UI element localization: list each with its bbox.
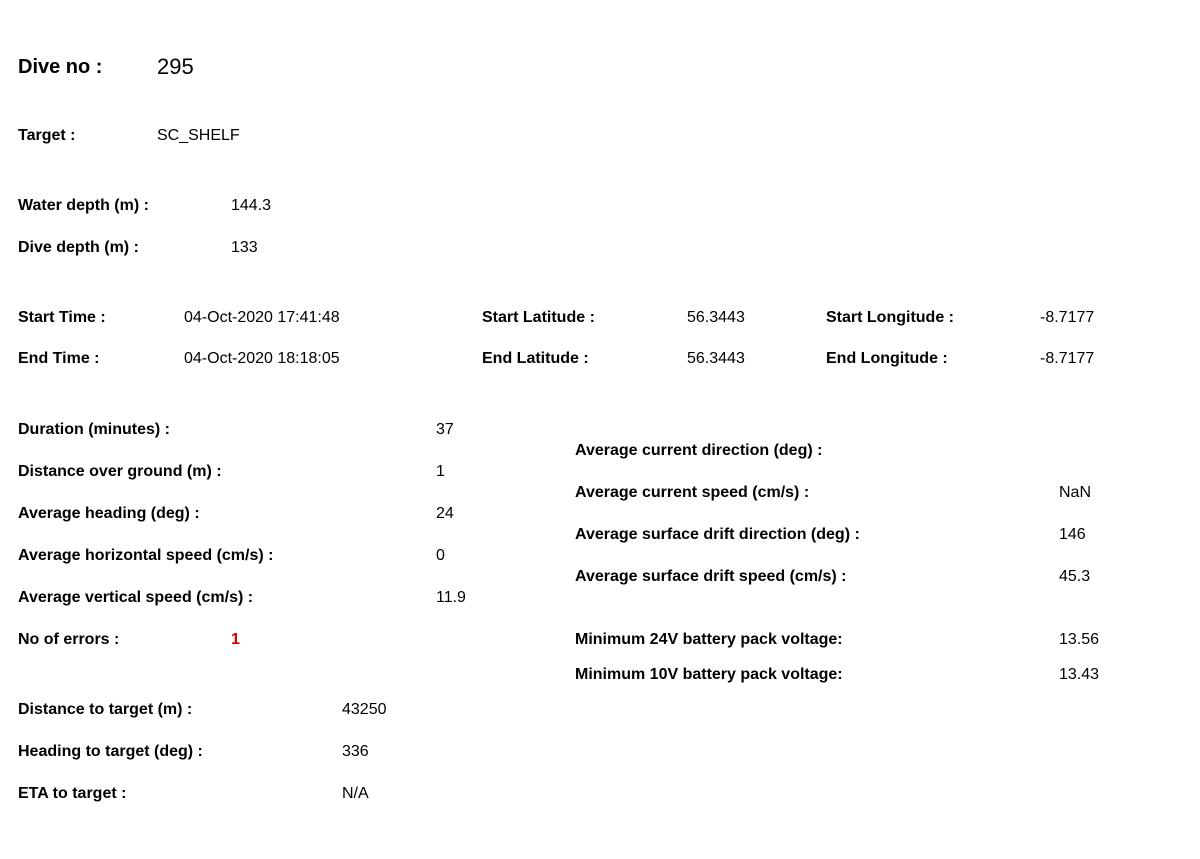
duration-label: Duration (minutes) :	[18, 421, 170, 438]
distance-over-ground-label: Distance over ground (m) :	[18, 463, 222, 480]
errors-label: No of errors :	[18, 631, 120, 648]
water-depth-label: Water depth (m) :	[18, 197, 149, 214]
min-10v-battery-label: Minimum 10V battery pack voltage:	[575, 666, 843, 683]
min-24v-battery-value: 13.56	[1059, 631, 1100, 648]
end-time-value: 04-Oct-2020 18:18:05	[184, 350, 340, 367]
end-latitude-value: 56.3443	[687, 350, 745, 367]
duration-value: 37	[436, 421, 454, 438]
distance-to-target-value: 43250	[342, 701, 387, 718]
heading-to-target-value: 336	[342, 743, 369, 760]
heading-to-target-label: Heading to target (deg) :	[18, 743, 203, 760]
start-latitude-label: Start Latitude :	[482, 309, 595, 326]
min-24v-battery-label: Minimum 24V battery pack voltage:	[575, 631, 843, 648]
start-latitude-value: 56.3443	[687, 309, 745, 326]
start-time-label: Start Time :	[18, 309, 106, 326]
end-latitude-label: End Latitude :	[482, 350, 589, 367]
dive-number-value: 295	[157, 54, 194, 79]
start-longitude-label: Start Longitude :	[826, 309, 954, 326]
average-vertical-speed-label: Average vertical speed (cm/s) :	[18, 589, 254, 606]
distance-over-ground-value: 1	[436, 463, 445, 480]
target-label: Target :	[18, 127, 76, 144]
target-value: SC_SHELF	[157, 127, 240, 144]
min-10v-battery-value: 13.43	[1059, 666, 1100, 683]
end-time-label: End Time :	[18, 350, 100, 367]
average-current-speed-label: Average current speed (cm/s) :	[575, 484, 810, 501]
average-current-direction-label: Average current direction (deg) :	[575, 442, 823, 459]
start-longitude-value: -8.7177	[1040, 309, 1095, 326]
dive-depth-label: Dive depth (m) :	[18, 239, 139, 256]
errors-count: 1	[231, 631, 240, 648]
average-horizontal-speed-label: Average horizontal speed (cm/s) :	[18, 547, 274, 564]
average-horizontal-speed-value: 0	[436, 547, 445, 564]
end-longitude-value: -8.7177	[1040, 350, 1095, 367]
dive-depth-value: 133	[231, 239, 258, 256]
average-vertical-speed-value: 11.9	[436, 589, 466, 606]
eta-to-target-value: N/A	[342, 785, 369, 802]
start-time-value: 04-Oct-2020 17:41:48	[184, 309, 340, 326]
average-surface-drift-speed-label: Average surface drift speed (cm/s) :	[575, 568, 847, 585]
average-current-speed-value: NaN	[1059, 484, 1092, 501]
dive-number-label: Dive no :	[18, 56, 103, 78]
distance-to-target-label: Distance to target (m) :	[18, 701, 193, 718]
water-depth-value: 144.3	[231, 197, 272, 214]
end-longitude-label: End Longitude :	[826, 350, 948, 367]
average-surface-drift-speed-value: 45.3	[1059, 568, 1091, 585]
average-heading-value: 24	[436, 505, 454, 522]
average-surface-drift-direction-value: 146	[1059, 526, 1086, 543]
average-heading-label: Average heading (deg) :	[18, 505, 200, 522]
eta-to-target-label: ETA to target :	[18, 785, 127, 802]
average-surface-drift-direction-label: Average surface drift direction (deg) :	[575, 526, 860, 543]
